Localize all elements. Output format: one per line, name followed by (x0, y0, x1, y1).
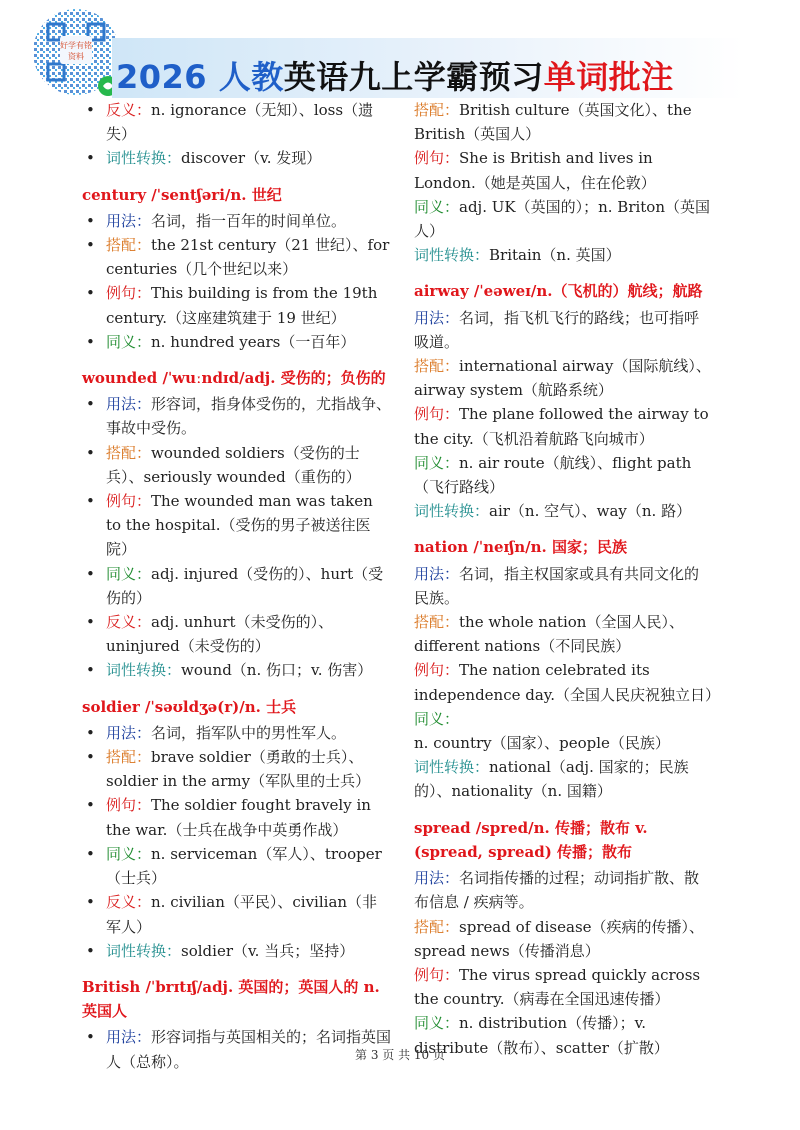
entry-row (414, 243, 714, 267)
entry-row (414, 451, 714, 499)
row-label: 例句： (106, 796, 152, 815)
title-main: 英语九上学霸预习 (283, 58, 544, 96)
row-label: 搭配： (414, 357, 460, 376)
row-text: adj. unhurt（未受伤的）、uninjured（未受伤的） (106, 613, 334, 656)
entry-title: nation /ˈneɪʃn/n. 国家；民族 (414, 538, 627, 557)
row-text: the whole nation（全国人民）、different nations（不同民族） (414, 613, 684, 656)
row-text: n. ignorance（无知）、loss（遗失） (106, 101, 374, 144)
row-text: national（adj. 国家的；民族的）、nationality（n. 国籍） (414, 758, 689, 801)
entry-row (82, 392, 392, 440)
row-label: 例句： (414, 661, 460, 680)
row-label: 搭配： (106, 443, 152, 462)
entry-row (414, 658, 721, 706)
logo-text-2: 资料 (68, 52, 84, 61)
entry-row (82, 842, 392, 890)
row-label: 反义： (106, 613, 152, 632)
row-text: British culture（英国文化）、the British（英国人） (414, 101, 692, 144)
entry-title: airway /ˈeəweɪ/n.（飞机的）航线；航路 (414, 282, 703, 301)
row-label: 同义： (414, 197, 460, 216)
entry-row (82, 890, 392, 938)
row-label: 同义： (414, 453, 460, 472)
row-label: 用法： (414, 869, 460, 888)
row-text: Britain（n. 英国） (489, 246, 621, 265)
row-text: wound（n. 伤口；v. 伤害） (181, 661, 373, 680)
row-label: 反义： (106, 893, 152, 912)
row-text: n. civilian（平民）、civilian（非军人） (106, 893, 378, 936)
row-text: spread of disease（疾病的传播）、spread news（传播消息） (414, 917, 705, 960)
row-text: 形容词，指身体受伤的，尤指战争、事故中受伤。 (106, 395, 392, 438)
entry-row (414, 915, 714, 963)
entry-row (414, 98, 714, 146)
row-label: 搭配： (414, 917, 460, 936)
row-text: n. serviceman（军人）、trooper（士兵） (106, 844, 382, 888)
row-label: 搭配： (106, 748, 152, 767)
entry-row (414, 562, 714, 610)
entry-title: wounded /ˈwuːndɪd/adj. 受伤的；负伤的 (82, 369, 386, 388)
row-label: 词性转换： (414, 246, 490, 265)
entry-row (414, 707, 714, 755)
right-column (414, 98, 721, 1060)
row-text: The wounded man was taken to the hospital.（受伤的男子被送往医院） (106, 492, 373, 559)
entry-row (414, 195, 714, 243)
entry-row (82, 233, 392, 281)
title-year: 2026 (116, 58, 208, 96)
row-text: the 21st century（21 世纪）、for centuries（几个世纪以来） (106, 236, 390, 279)
row-label: 同义： (106, 332, 152, 351)
entry-row (82, 98, 392, 146)
row-text: discover（v. 发现） (181, 149, 322, 168)
entry-row (82, 610, 392, 658)
entry-row (414, 306, 714, 354)
entry-title: British /ˈbrɪtɪʃ/adj. 英国的；英国人的 n. 英国人 (82, 977, 380, 1021)
entry-row (82, 281, 392, 329)
row-label: 词性转换： (106, 149, 182, 168)
row-text: n. distribution（传播）；v. distribute（散布）、scatter（扩散） (414, 1014, 669, 1057)
row-label: 同义： (106, 844, 152, 863)
entry-row (414, 146, 714, 194)
entry-row (82, 721, 392, 745)
row-text: adj. injured（受伤的）、hurt（受伤的） (106, 564, 384, 607)
row-text: international airway（国际航线）、airway system（航路系统） (414, 357, 711, 400)
entry-row (82, 939, 392, 963)
row-text: The nation celebrated its independence day.（全国人民庆祝独立日） (414, 661, 721, 704)
entry-title: soldier /ˈsəʊldʒə(r)/n. 士兵 (82, 697, 297, 716)
entry-row (414, 402, 714, 450)
row-label: 例句： (414, 405, 460, 424)
entry-row (82, 658, 392, 682)
entry-row (82, 562, 392, 610)
title-tail: 单词批注 (543, 58, 674, 96)
row-text: wounded soldiers（受伤的士兵）、seriously wounded（重伤的） (106, 443, 361, 486)
entry-row (82, 745, 392, 793)
row-label: 词性转换： (106, 941, 182, 960)
row-label: 用法： (106, 723, 152, 742)
entry-row (82, 209, 392, 233)
row-text: n. hundred years（一百年） (151, 332, 356, 351)
row-text: She is British and lives in London.（她是英国人，住在伦敦） (414, 149, 656, 192)
row-text: 名词，指飞机飞行的路线；也可指呼吸道。 (414, 308, 700, 351)
entry-row (414, 963, 714, 1011)
row-label: 同义： (106, 564, 152, 583)
row-text: air（n. 空气）、way（n. 路） (489, 502, 692, 521)
entry-title: spread /spred/n. 传播；散布 v. (spread, spread) 传播；散布 (414, 818, 648, 861)
row-label: 例句： (106, 284, 152, 303)
row-text: n. air route（航线）、flight path（飞行路线） (414, 453, 692, 497)
row-text: 形容词指与英国相关的；名词指英国人（总称）。 (106, 1028, 392, 1071)
row-text: 名词，指军队中的男性军人。 (151, 723, 347, 742)
row-label: 搭配： (106, 236, 152, 255)
page-number: 第 3 页 共 10 页 (355, 1048, 445, 1062)
row-text: 名词指传播的过程；动词指扩散、散布信息 / 疾病等。 (414, 869, 700, 912)
row-text: The plane followed the airway to the city.（飞机沿着航路飞向城市） (414, 405, 709, 448)
entry-row (414, 755, 714, 803)
entry-row (414, 610, 714, 658)
row-text: The soldier fought bravely in the war.（士兵在战争中英勇作战） (106, 796, 371, 839)
left-column (82, 98, 392, 1074)
row-text: brave soldier（勇敢的士兵）、soldier in the army（军队里的士兵） (106, 748, 371, 791)
row-label: 同义： (414, 709, 460, 728)
row-text: 名词，指一百年的时间单位。 (151, 211, 347, 230)
row-label: 同义： (414, 1014, 460, 1033)
row-text: The virus spread quickly across the country.（病毒在全国迅速传播） (414, 965, 701, 1009)
page-header (0, 0, 800, 100)
entry-row (414, 866, 714, 914)
row-text: adj. UK（英国的）；n. Briton（英国人） (414, 197, 711, 241)
row-label: 用法： (414, 564, 460, 583)
row-label: 用法： (106, 1028, 152, 1047)
entry-row (414, 354, 714, 402)
row-label: 用法： (414, 308, 460, 327)
row-text: 名词，指主权国家或具有共同文化的民族。 (414, 564, 700, 607)
row-label: 例句： (414, 965, 460, 984)
row-label: 用法： (106, 395, 152, 414)
entry-row (82, 793, 392, 841)
row-label: 搭配： (414, 101, 460, 119)
row-text: n. country（国家）、people（民族） (414, 734, 670, 753)
entry-row (82, 489, 392, 562)
row-label: 用法： (106, 211, 152, 230)
entry-row (82, 146, 392, 170)
entry-row (414, 499, 714, 523)
entry-title: century /ˈsentʃəri/n. 世纪 (82, 185, 282, 204)
entry-row (82, 330, 392, 354)
row-label: 搭配： (414, 613, 460, 632)
logo-text-1: 好学有铭 (60, 41, 92, 50)
page-title (116, 52, 674, 98)
title-publisher: 人教 (218, 58, 284, 96)
row-text: soldier（v. 当兵；坚持） (181, 941, 355, 960)
row-label: 例句： (106, 492, 152, 511)
row-text: This building is from the 19th century.（这座建筑建于 19 世纪） (106, 284, 378, 327)
row-label: 词性转换： (106, 661, 182, 680)
entry-row (82, 441, 392, 489)
row-label: 例句： (414, 149, 460, 168)
row-label: 反义： (106, 101, 152, 119)
row-label: 词性转换： (414, 758, 490, 777)
row-label: 词性转换： (414, 502, 490, 521)
